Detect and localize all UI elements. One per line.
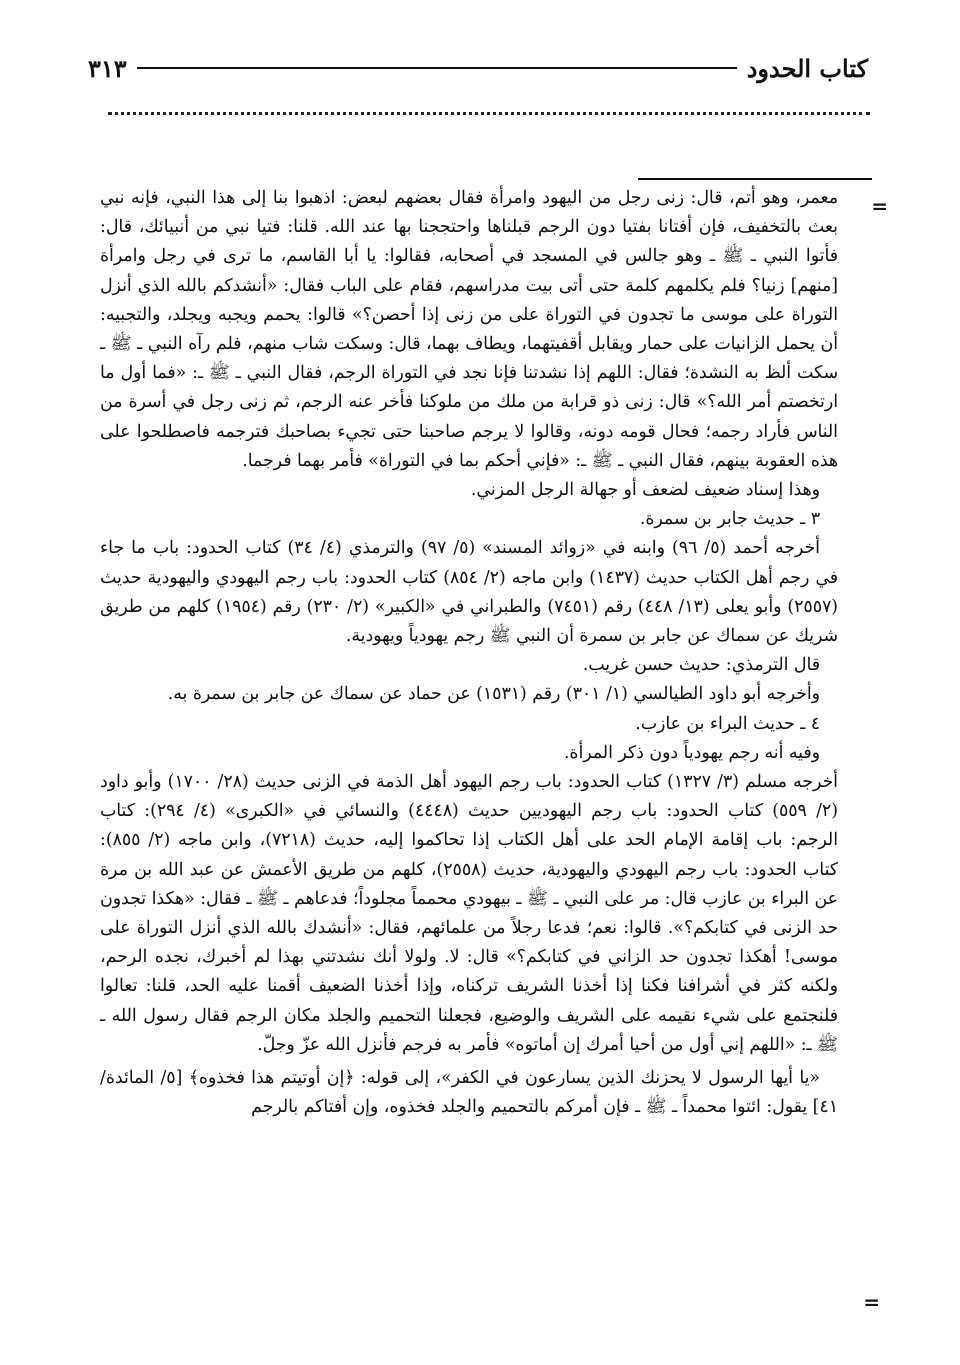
footnote-rule bbox=[638, 178, 872, 180]
continuation-mark-bottom: = bbox=[863, 1290, 880, 1314]
running-header bbox=[88, 48, 868, 88]
page-number: ٣١٣ bbox=[88, 53, 127, 83]
paragraph-tirmidhi-note: قال الترمذي: حديث حسن غريب. bbox=[582, 655, 820, 676]
continuation-mark-top: = bbox=[871, 194, 888, 218]
paragraph-heading-jabir: ٣ ـ حديث جابر بن سمرة. bbox=[639, 509, 820, 530]
paragraph-takhrij-bara: أخرجه مسلم (٣/ ١٣٢٧) كتاب الحدود: باب رجم اليهود أهل الذمة في الزنى حديث (٢٨/ ١٧٠٠) وأبو داود (٢/ ٥٥٩) كتاب الحدود: باب رجم اليهوديين حديث (٤٤٤٨) والنسائي في «الكبرى» (٤/ ٢٩٤): كتاب الرجم: باب إقامة الإمام الحد على أهل الكتاب إذا تحاكموا إليه، حديث (٧٢١٨)، وابن ماجه (٢/ ٨٥٥): كتاب الحدود: باب رجم اليهودي واليهودية، حديث (٢٥٥٨)، كلهم من طريق الأعمش عن عبد الله بن مرة عن البراء بن عازب قال: مر على النبي ـ ﷺ ـ بيهودي محمماً مجلوداً؛ فدعاهم ـ ﷺ ـ فقال: «هكذا تجدون حد الزنى في كتابكم؟». قالوا: نعم؛ فدعا رجلاً من علمائهم، فقال: «أنشدك بالله الذي أنزل التوراة على موسى! أهكذا تجدون حد الزاني في كتابكم؟» قال: لا. ولولا أنك نشدتني بهذا لم أخبرك، نجده الرحم، ولكنه كثر في أشرافنا فكنا إذا أخذنا الشريف تركناه، وإذا أخذنا الضعيف أقمنا عليه الحد، قلنا: تعالوا فلنجتمع على شيء نقيمه على الشريف والوضيع، فجعلنا التحميم والجلد مكان الرجم فقال رسول الله ـ ﷺ ـ: «اللهم إني أول من أحيا أمرك إن أماتوه» فأمر به فرجم فأنزل الله عزّ وجلّ. bbox=[100, 772, 839, 1055]
paragraph-tayalisi: وأخرجه أبو داود الطيالسي (١/ ٣٠١) رقم (١٥٣١) عن حماد عن سماك عن جابر بن سمرة به. bbox=[167, 684, 820, 705]
paragraph-hadith-text: معمر، وهو أتم، قال: زنى رجل من اليهود وامرأة فقال بعضهم لبعض: اذهبوا بنا إلى هذا النبي، فإنه نبي بعث بالتخفيف، فإن أفتانا بفتيا دون الرجم قبلناها واحتججنا بها عند الله. قلنا: فتيا نبي من أنبيائك، قال: فأتوا النبي ـ ﷺ ـ وهو جالس في المسجد في أصحابه، فقالوا: يا أبا القاسم، ما ترى في رجل وامرأة [منهم] زنيا؟ فلم يكلمهم كلمة حتى أتى بيت مدراسهم، فقام على الباب فقال: «أنشدكم بالله الذي أنزل التوراة على موسى ما تجدون في التوراة على من زنى إذا أحصن؟» قالوا: يحمم ويجبه ويجلد، والتجبيه: أن يحمل الزانيات على حمار ويقابل أقفيتهما، ويطاف بهما، قال: وسكت شاب منهم، فلم رآه النبي ـ ﷺ ـ سكت ألظ به النشدة؛ فقال: اللهم إذا نشدتنا فإنا نجد في التوراة الرجم، فقال النبي ـ ﷺ ـ: «فما أول ما ارتخصتم أمر الله؟» قال: زنى ذو قرابة من ملك من ملوكنا فأخر عنه الرجم، ثم زنى رجل في أسرة من الناس فأراد رجمه؛ فحال قومه دونه، وقالوا لا يرجم صاحبنا حتى تجيء بصاحبك فترجمه فاصطلحوا على هذه العقوبة بينهم، فقال النبي ـ ﷺ ـ: «فإني أحكم بما في التوراة» فأمر بهما فرجما. bbox=[100, 188, 838, 471]
header-rule bbox=[137, 67, 737, 69]
paragraph-takhrij-jabir: أخرجه أحمد (٥/ ٩٦) وابنه في «زوائد المسند» (٥/ ٩٧) والترمذي (٤/ ٣٤) كتاب الحدود: باب ما جاء في رجم أهل الكتاب حديث (١٤٣٧) وابن ماجه (٢/ ٨٥٤) كتاب الحدود: باب رجم اليهودي واليهودية حديث (٢٥٥٧) وأبو يعلى (١٣/ ٤٤٨) رقم (٧٤٥١) والطبراني في «الكبير» (٢/ ٢٣٠) رقم (١٩٥٤) كلهم من طريق شريك عن سماك عن جابر بن سمرة أن النبي ﷺ رجم يهودياً ويهودية. bbox=[100, 538, 839, 647]
paragraph-bara-note: وفيه أنه رجم يهودياً دون ذكر المرأة. bbox=[563, 742, 820, 763]
chapter-title: كتاب الحدود bbox=[746, 53, 868, 83]
footnote-text bbox=[100, 184, 838, 1123]
dotted-separator bbox=[108, 112, 870, 115]
paragraph-isnad-note: وهذا إسناد ضعيف لضعف أو جهالة الرجل المزني. bbox=[470, 480, 820, 501]
paragraph-heading-bara: ٤ ـ حديث البراء بن عازب. bbox=[635, 713, 820, 734]
paragraph-quran-citation: «يا أيها الرسول لا يحزنك الذين يسارعون في الكفر»، إلى قوله: ﴿إن أوتيتم هذا فخذوه﴾ [٥/ المائدة/ ٤١] يقول: ائتوا محمداً ـ ﷺ ـ فإن أمركم بالتحميم والجلد فخذوه، وإن أفتاكم بالرجم bbox=[100, 1068, 838, 1118]
